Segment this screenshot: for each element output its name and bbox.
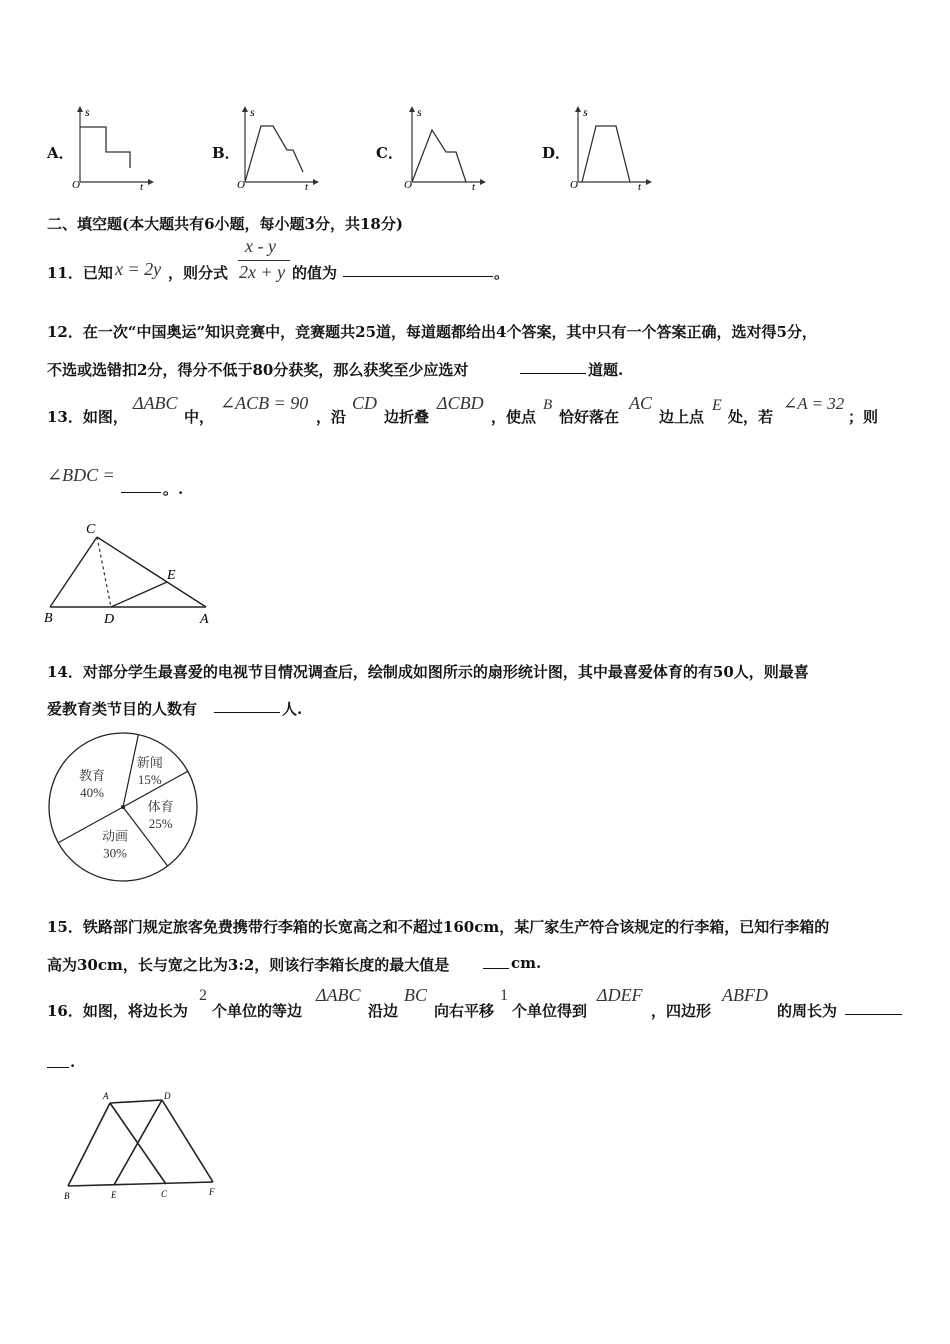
axis-t-label: t (472, 181, 476, 192)
option-b-label: B． (212, 144, 240, 162)
q16-answer-blank-cont (47, 1053, 69, 1068)
q16-p5: 个单位得到 (512, 1002, 588, 1020)
q11-mid: ，则分式 (168, 264, 229, 282)
option-b-graph (233, 102, 323, 192)
q12-line2a: 不选或选错扣2分，得分不低于80分获奖，那么获奖至少应选对 (47, 361, 469, 379)
option-d-label: D． (542, 144, 571, 162)
q13-m4: ΔCBD (437, 393, 484, 413)
axis-s-label: s (583, 105, 588, 119)
pie-slice-label: 教育 (79, 768, 106, 784)
q13-p6: 恰好落在 (559, 408, 620, 426)
q13-end: 。. (163, 480, 184, 498)
q13-p7: 边上点 (659, 408, 705, 426)
point-d-label: D (104, 612, 115, 627)
q14-line2a: 爱教育类节目的人数有 (47, 700, 198, 718)
segment-ca (97, 537, 206, 607)
q11-end: 。 (494, 264, 510, 282)
segment-de (114, 1100, 162, 1185)
segment-bf (68, 1182, 213, 1186)
segment-ad (110, 1100, 162, 1103)
q13-answer-blank (121, 478, 161, 493)
pie-slice-percent: 15% (137, 771, 162, 787)
q13-p3: ，沿 (316, 408, 347, 426)
q13-m1: ΔABC (133, 393, 178, 413)
q16-end: . (70, 1053, 76, 1071)
point-b-label: B (44, 611, 53, 626)
q12-line1: 12．在一次“中国奥运”知识竞赛中，竞赛题共25道，每道题都给出4个答案，其中只有一个答案正确，选对得5分， (47, 323, 817, 341)
option-c-graph (400, 102, 490, 192)
q13-p8: 处，若 (728, 408, 774, 426)
q11-answer-blank (343, 262, 493, 277)
axis-origin-label: O (72, 179, 80, 191)
axis-s-label: s (250, 105, 255, 119)
q13-m8: ∠A = 32 (783, 394, 845, 413)
q13-m3: CD (352, 393, 378, 413)
q13-figure (40, 518, 230, 628)
point-c-label: C (161, 1189, 168, 1199)
q11-condition: x = 2y (115, 259, 162, 279)
q14-answer-blank (214, 698, 280, 713)
q13-m6: AC (629, 393, 653, 413)
point-a-label: A (103, 1091, 109, 1101)
segment-cd (97, 537, 111, 607)
axis-origin-label: O (570, 179, 578, 191)
option-c-label: C． (376, 144, 403, 162)
q13-p4: 边折叠 (384, 408, 430, 426)
option-a-label: A． (47, 144, 74, 162)
pie-slice-percent: 30% (103, 845, 127, 861)
axis-origin-label: O (237, 179, 245, 191)
section-title: 二、填空题(本大题共有6小题，每小题3分，共18分) (47, 215, 403, 233)
q15-line2a: 高为30cm，长与宽之比为3:2，则该行李箱长度的最大值是 (47, 956, 450, 974)
q13-m9: ∠BDC = (47, 465, 115, 485)
q16-p4: 向右平移 (434, 1002, 495, 1020)
q14-line2b: 人. (282, 700, 303, 718)
pie-chart (45, 730, 205, 888)
q16-p7: 的周长为 (777, 1002, 838, 1020)
pie-slice-label: 新闻 (136, 754, 163, 770)
q16-m1: 2 (199, 987, 207, 1004)
axis-s-label: s (85, 105, 90, 119)
q14-line1: 14．对部分学生最喜爱的电视节目情况调查后，绘制成如图所示的扇形统计图，其中最喜爱体育的有50人，则最喜 (47, 663, 809, 681)
axis-origin-label: O (404, 179, 412, 191)
point-e-label: E (167, 568, 176, 583)
q16-p3: 沿边 (368, 1002, 399, 1020)
q13-m2: ∠ACB = 90 (220, 393, 309, 413)
option-a-graph (68, 102, 158, 192)
pie-slice-label: 动画 (101, 828, 129, 844)
q13-m7: E (712, 397, 722, 414)
q13-p9: ；则 (848, 408, 879, 426)
q16-p1: 16．如图，将边长为 (47, 1002, 188, 1020)
q13-p2: 中， (184, 408, 215, 426)
q16-m3: BC (404, 985, 428, 1005)
segment-de (111, 582, 167, 607)
q15-line2b: cm. (511, 954, 542, 972)
axis-s-label: s (417, 105, 422, 119)
q12-line2b: 道题. (588, 361, 624, 379)
q13-p1: 13．如图， (47, 408, 128, 426)
pie-slice-label: 体育 (147, 799, 174, 815)
pie-slice-percent: 40% (80, 785, 105, 801)
q16-m5: ΔDEF (597, 985, 643, 1005)
q16-m4: 1 (500, 987, 508, 1004)
segment-df (162, 1100, 213, 1182)
q11-denominator: 2x + y (239, 262, 286, 282)
point-e-label: E (111, 1190, 117, 1200)
q13-m5: B (543, 397, 553, 413)
q16-figure (58, 1088, 228, 1208)
q16-p2: 个单位的等边 (212, 1002, 303, 1020)
q11-prefix: 11．已知 (47, 264, 113, 282)
axis-t-label: t (140, 181, 144, 192)
q15-line1: 15．铁路部门规定旅客免费携带行李箱的长宽高之和不超过160cm，某厂家生产符合该规定的行李箱，已知行李箱的 (47, 918, 830, 936)
pie-slice-percent: 25% (148, 816, 173, 832)
point-c-label: C (86, 522, 96, 537)
fraction-bar (238, 260, 290, 261)
q16-m6: ABFD (722, 985, 768, 1005)
axis-t-label: t (638, 181, 642, 192)
option-d-graph (566, 102, 656, 192)
segment-ba (68, 1103, 110, 1186)
q11-numerator: x - y (245, 236, 276, 256)
q12-answer-blank (520, 359, 586, 374)
q15-answer-blank (483, 954, 509, 969)
point-b-label: B (64, 1191, 70, 1201)
q16-answer-blank (845, 1000, 902, 1015)
q11-suffix: 的值为 (292, 264, 338, 282)
pie-center-dot (121, 805, 125, 809)
q13-p5: ，使点 (491, 408, 537, 426)
axis-t-label: t (305, 181, 309, 192)
q16-p6: ，四边形 (651, 1002, 712, 1020)
point-d-label: D (164, 1091, 171, 1101)
point-a-label: A (200, 612, 209, 627)
point-f-label: F (209, 1187, 215, 1197)
q16-m2: ΔABC (316, 985, 361, 1005)
segment-bc (50, 537, 97, 607)
